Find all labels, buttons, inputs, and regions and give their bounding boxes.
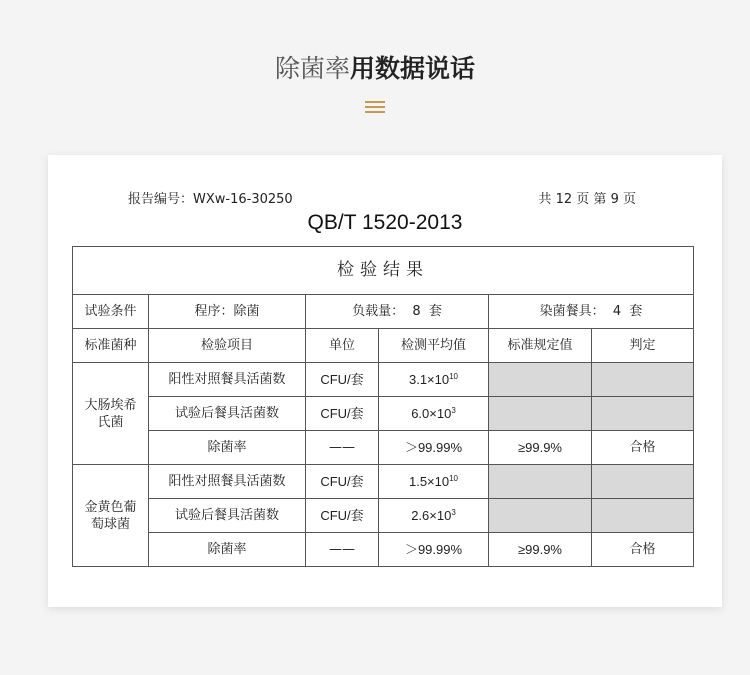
mean-base: 1.5×10 — [408, 474, 450, 489]
table-title: 检验结果 — [73, 247, 694, 295]
unit-cell: CFU/套 — [306, 363, 379, 397]
result-table — [72, 246, 694, 567]
header-mean: 检测平均值 — [379, 329, 489, 363]
verdict-cell — [592, 363, 694, 397]
mean-exponent: 10 — [449, 372, 459, 381]
header-item: 检验项目 — [149, 329, 306, 363]
unit-cell: —— — [306, 533, 379, 567]
strain-cell: 金黄色葡萄球菌 — [73, 465, 149, 567]
item-cell: 阳性对照餐具活菌数 — [149, 465, 306, 499]
title-row — [73, 247, 694, 295]
standard-cell — [489, 397, 592, 431]
mean-cell — [379, 363, 489, 397]
standard-cell: ≥99.9% — [489, 431, 592, 465]
page-heading — [0, 52, 750, 86]
table-row — [73, 363, 694, 397]
standard-cell: ≥99.9% — [489, 533, 592, 567]
heading-bold-part: 用数据说话 — [350, 54, 476, 83]
page-unit: 页 — [576, 192, 590, 207]
item-cell: 试验后餐具活菌数 — [149, 499, 306, 533]
conditions-row — [73, 295, 694, 329]
item-cell: 试验后餐具活菌数 — [149, 397, 306, 431]
standard-cell — [489, 363, 592, 397]
verdict-cell: 合格 — [592, 533, 694, 567]
standard-cell — [489, 499, 592, 533]
mean-cell — [379, 499, 489, 533]
mean-base: 2.6×10 — [411, 508, 452, 523]
header-unit: 单位 — [306, 329, 379, 363]
table-row — [73, 499, 694, 533]
strain-cell: 大肠埃希氏菌 — [73, 363, 149, 465]
table-row — [73, 533, 694, 567]
standard-code: QB/T 1520-2013 — [307, 211, 463, 234]
page-total: 12 — [555, 192, 573, 207]
unit-cell: CFU/套 — [306, 465, 379, 499]
report-number: 报告编号：WXw-16-30250 — [128, 192, 293, 207]
mean-cell: ＞99.99% — [379, 533, 489, 567]
menu-lines-icon — [365, 101, 385, 115]
header-strain: 标准菌种 — [73, 329, 149, 363]
mean-cell: ＞99.99% — [379, 431, 489, 465]
unit-cell: CFU/套 — [306, 397, 379, 431]
verdict-cell — [592, 397, 694, 431]
table-row — [73, 465, 694, 499]
conditions-load: 负载量： 8 套 — [306, 295, 489, 329]
conditions-dishes: 染菌餐具： 4 套 — [489, 295, 694, 329]
mean-base: 6.0×10 — [411, 406, 452, 421]
mean-exponent: 3 — [451, 508, 456, 517]
conditions-label: 试验条件 — [73, 295, 149, 329]
item-cell: 除菌率 — [149, 431, 306, 465]
verdict-cell — [592, 465, 694, 499]
unit-cell: —— — [306, 431, 379, 465]
mean-exponent: 3 — [451, 406, 456, 415]
item-cell: 阳性对照餐具活菌数 — [149, 363, 306, 397]
page-current-prefix: 第 — [593, 192, 607, 207]
header-row — [73, 329, 694, 363]
conditions-program: 程序：除菌 — [149, 295, 306, 329]
mean-exponent: 10 — [449, 474, 459, 483]
table-row — [73, 431, 694, 465]
mean-cell — [379, 465, 489, 499]
page-unit-2: 页 — [622, 192, 636, 207]
unit-cell: CFU/套 — [306, 499, 379, 533]
item-cell: 除菌率 — [149, 533, 306, 567]
page-current: 9 — [610, 192, 619, 207]
table-row — [73, 397, 694, 431]
verdict-cell: 合格 — [592, 431, 694, 465]
page-info — [538, 188, 636, 207]
standard-cell — [489, 465, 592, 499]
mean-base: 3.1×10 — [408, 372, 450, 387]
mean-cell — [379, 397, 489, 431]
header-verdict: 判定 — [592, 329, 694, 363]
report-sheet — [48, 155, 722, 607]
heading-light-part: 除菌率 — [274, 54, 350, 83]
page-total-prefix: 共 — [538, 192, 552, 207]
header-standard: 标准规定值 — [489, 329, 592, 363]
verdict-cell — [592, 499, 694, 533]
